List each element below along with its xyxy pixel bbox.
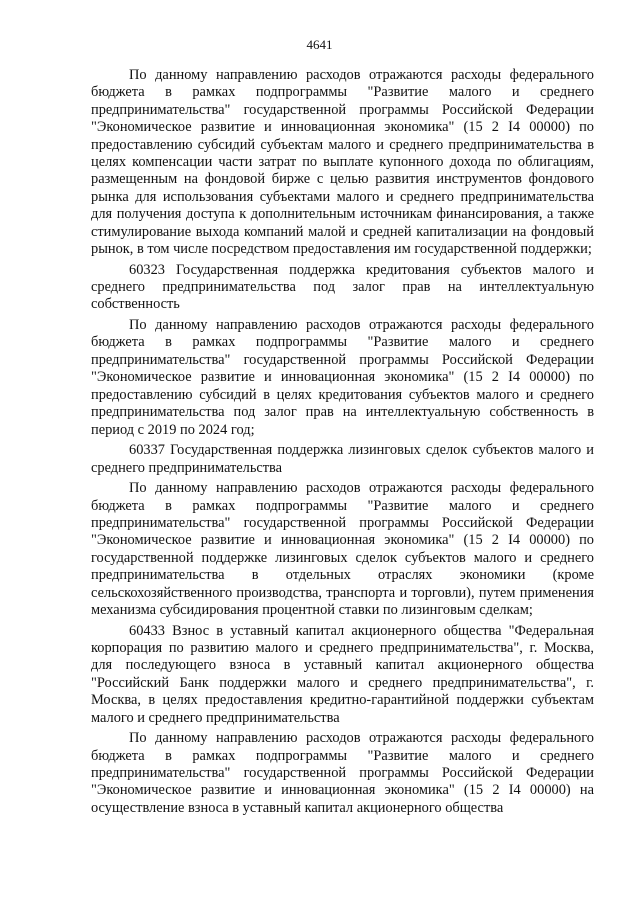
paragraph-code-heading: 60337 Государственная поддержка лизинговых сделок субъектов малого и среднего предпринимательства [91, 442, 594, 476]
paragraph-expense-description: По данному направлению расходов отражаются расходы федерального бюджета в рамках подпрограммы "Развитие малого и среднего предпринимательства" государственной программы Российской Федерации "Экономическое развитие и инновационная экономика" (15 2 I4 00000) на осуществление взноса в уставный капитал акционерного общества [91, 730, 594, 816]
paragraph-expense-description: По данному направлению расходов отражаются расходы федерального бюджета в рамках подпрограммы "Развитие малого и среднего предпринимательства" государственной программы Российской Федерации "Экономическое развитие и инновационная экономика" (15 2 I4 00000) по государственной поддержке лизинговых сделок субъектов малого и среднего предпринимательства в отдельных отраслях экономики (кроме сельскохозяйственного производства, транспорта и торговли), путем применения механизма субсидирования процентной ставки по лизинговым сделкам; [91, 480, 594, 618]
paragraph-code-heading: 60323 Государственная поддержка кредитования субъектов малого и среднего предпринимательства под залог прав на интеллектуальную собственность [91, 261, 594, 313]
paragraph-expense-description: По данному направлению расходов отражаются расходы федерального бюджета в рамках подпрограммы "Развитие малого и среднего предпринимательства" государственной программы Российской Федерации "Экономическое развитие и инновационная экономика" (15 2 I4 00000) по предоставлению субсидий субъектам малого и среднего предпринимательства в целях компенсации части затрат по выплате купонного дохода по облигациям, размещенным на фондовой бирже с целью развития инструментов фондового рынка для использования субъектами малого и среднего предпринимательства для получения доступа к дополнительным источникам финансирования, а также стимулирование выхода компаний малой и средней капитализации на фондовый рынок, в том числе посредством предоставления им государственной поддержки; [91, 67, 594, 258]
document-body [91, 67, 594, 820]
paragraph-code-heading: 60433 Взнос в уставный капитал акционерного общества "Федеральная корпорация по развитию малого и среднего предпринимательства", г. Москва, для последующего взноса в уставный капитал акционерного общества "Российский Банк поддержки малого и среднего предпринимательства", г. Москва, в целях предоставления кредитно-гарантийной поддержки субъектам малого и среднего предпринимательства [91, 622, 594, 726]
page-number: 4641 [306, 37, 333, 52]
paragraph-expense-description: По данному направлению расходов отражаются расходы федерального бюджета в рамках подпрограммы "Развитие малого и среднего предпринимательства" государственной программы Российской Федерации "Экономическое развитие и инновационная экономика" (15 2 I4 00000) по предоставлению субсидий в целях кредитования субъектов малого и среднего предпринимательства под залог прав на интеллектуальную собственность в период с 2019 по 2024 год; [91, 317, 594, 438]
